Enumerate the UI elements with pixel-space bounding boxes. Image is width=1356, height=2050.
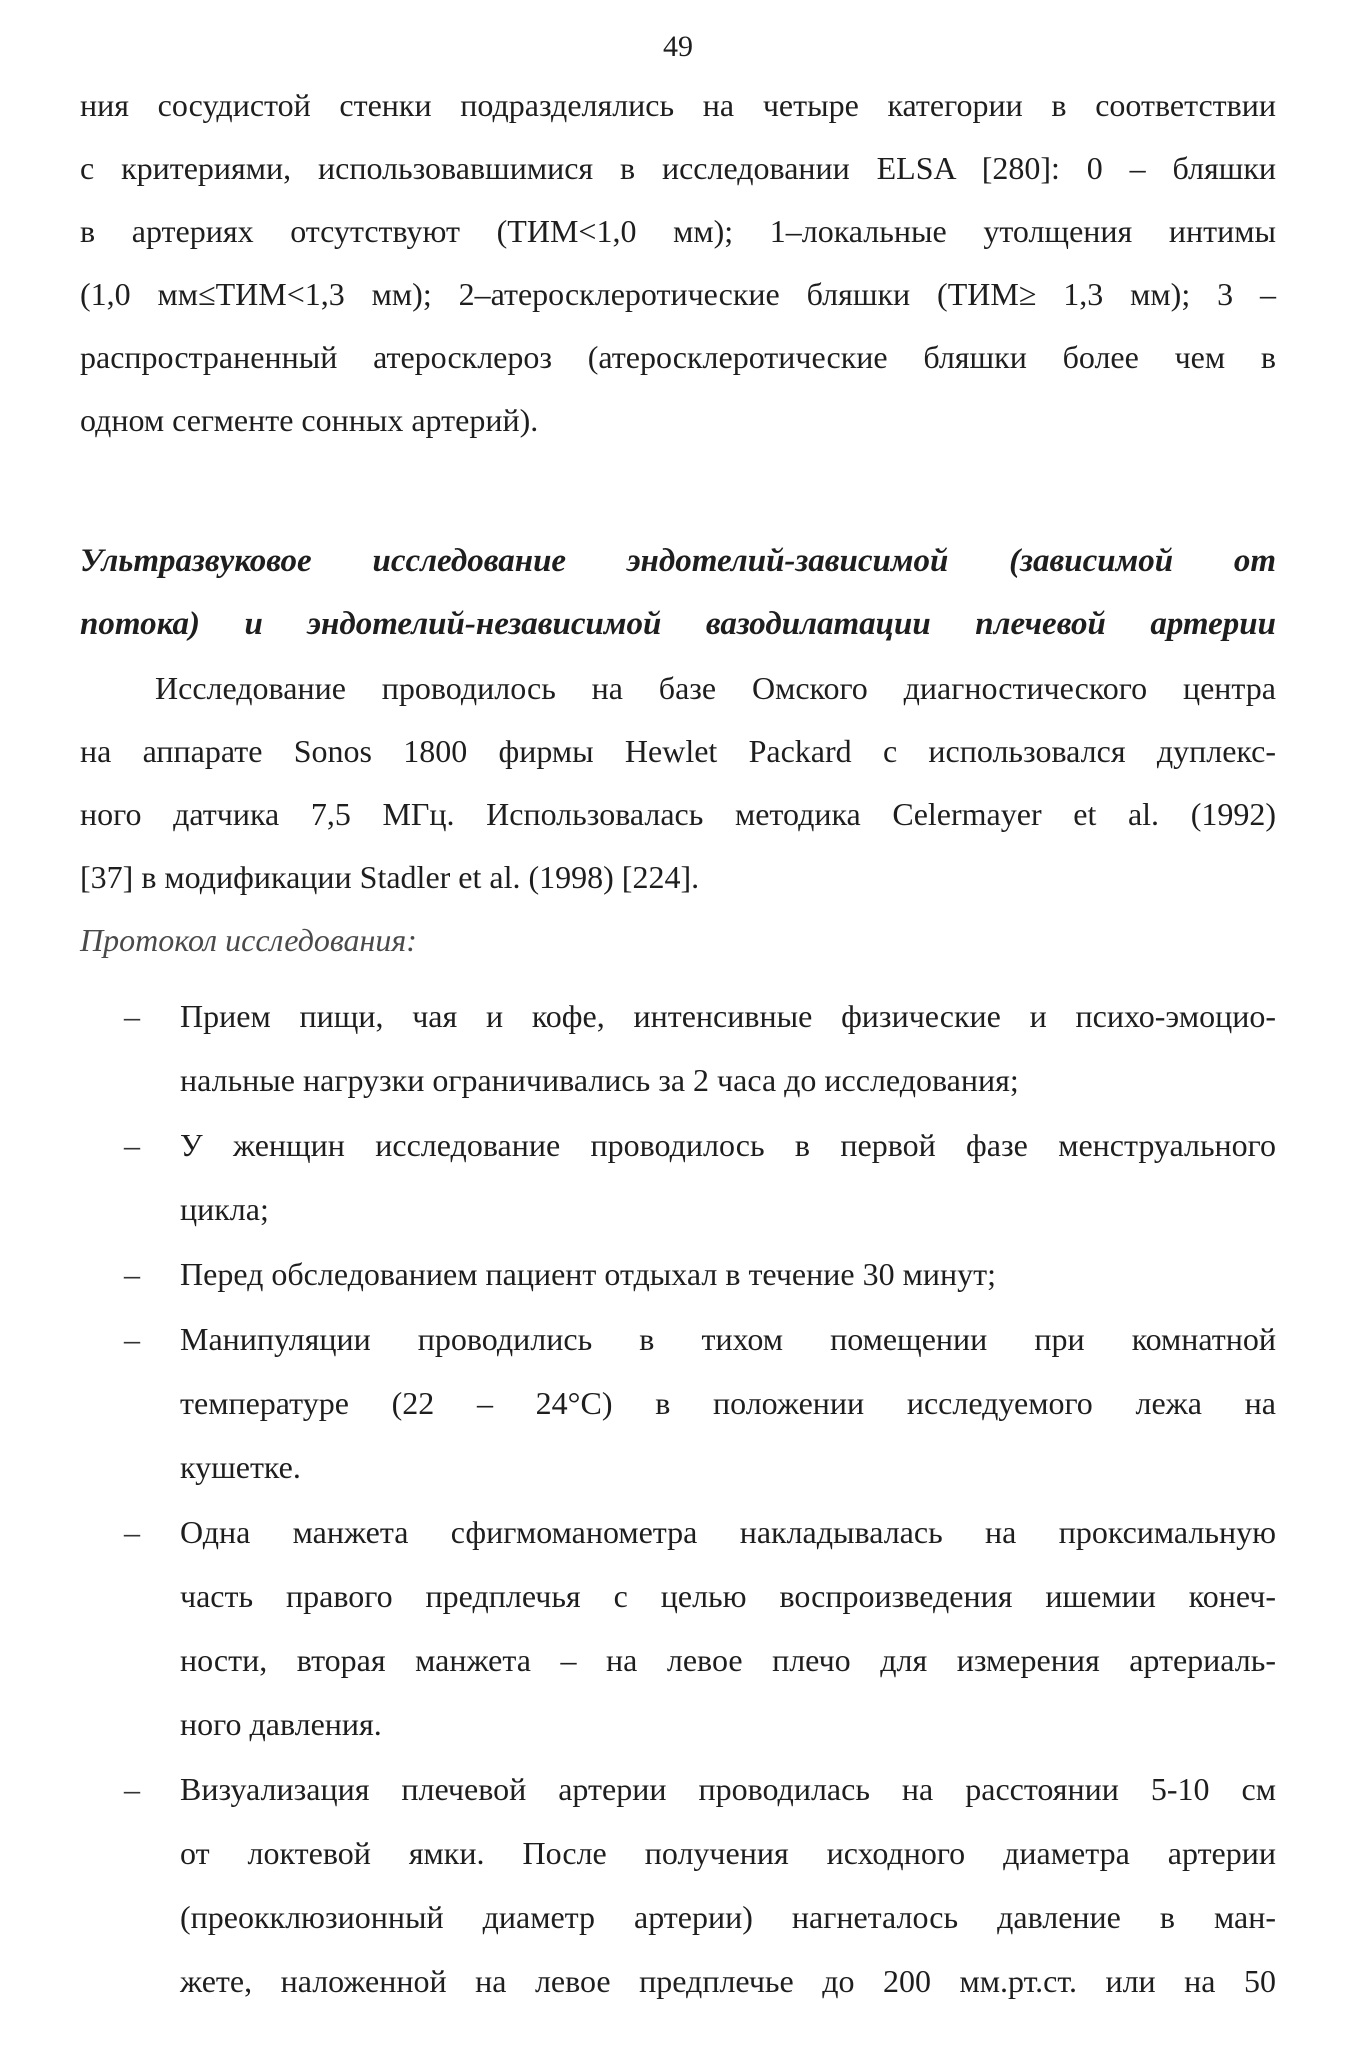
intro-paragraph (80, 74, 1276, 452)
list-item-text (180, 1758, 1276, 2014)
list-item-text (180, 1308, 1276, 1500)
list-item-text (180, 1501, 1276, 1757)
method-line: [37] в модификации Stadler et al. (1998) [224]. (80, 859, 700, 895)
list-item-text (180, 1243, 1276, 1307)
list-item-line: Манипуляции проводились в тихом помещении при комнатной (180, 1321, 1276, 1357)
method-line: Исследование проводилось на базе Омского диагностического центра (155, 670, 1276, 706)
list-item-text (180, 1114, 1276, 1242)
dash-bullet: – (124, 1256, 140, 1292)
list-item-line: температуре (22 – 24°С) в положении исследуемого лежа на (180, 1385, 1276, 1421)
method-paragraph (80, 657, 1276, 909)
list-item (80, 1114, 1276, 1242)
intro-line: ния сосудистой стенки подразделялись на четыре категории в соответствии (80, 87, 1276, 123)
list-item (80, 1758, 1276, 2014)
dash-bullet: – (124, 1771, 140, 1807)
list-item-line: Перед обследованием пациент отдыхал в течение 30 минут; (180, 1256, 996, 1292)
list-item-line: Визуализация плечевой артерии проводилась на расстоянии 5-10 см (180, 1771, 1276, 1807)
list-item-line: нальные нагрузки ограничивались за 2 часа до исследования; (180, 1062, 1019, 1098)
list-item (80, 1308, 1276, 1500)
section-heading (80, 530, 1276, 656)
list-item (80, 1501, 1276, 1757)
dash-bullet: – (124, 1127, 140, 1163)
protocol-title: Протокол исследования: (80, 922, 417, 958)
list-item-text (180, 985, 1276, 1113)
method-line: ного датчика 7,5 МГц. Использовалась методика Celermayer et al. (1992) (80, 796, 1276, 832)
dash-bullet: – (124, 1514, 140, 1550)
intro-line: (1,0 мм≤ТИМ<1,3 мм); 2–атеросклеротические бляшки (ТИМ≥ 1,3 мм); 3 – (80, 276, 1276, 312)
intro-line: распространенный атеросклероз (атеросклеротические бляшки более чем в (80, 339, 1276, 375)
intro-line: с критериями, использовавшимися в исследовании ELSA [280]: 0 – бляшки (80, 150, 1276, 186)
list-item-line: от локтевой ямки. После получения исходного диаметра артерии (180, 1835, 1276, 1871)
dash-bullet: – (124, 998, 140, 1034)
list-item-line: Прием пищи, чая и кофе, интенсивные физические и психо-эмоцио- (180, 998, 1276, 1034)
intro-line: в артериях отсутствуют (ТИМ<1,0 мм); 1–локальные утолщения интимы (80, 213, 1276, 249)
protocol-list (80, 985, 1276, 2015)
list-item-line: Одна манжета сфигмоманометра накладывалась на проксимальную (180, 1514, 1276, 1550)
section-heading-line: Ультразвуковое исследование эндотелий-зависимой (зависимой от (80, 543, 1276, 579)
page-number: 49 (663, 30, 693, 63)
list-item-line: цикла; (180, 1191, 269, 1227)
list-item-line: ного давления. (180, 1706, 382, 1742)
intro-line: одном сегменте сонных артерий). (80, 402, 539, 438)
list-item (80, 985, 1276, 1113)
section-heading-line: потока) и эндотелий-независимой вазодилатации плечевой артерии (80, 606, 1276, 642)
list-item (80, 1243, 1276, 1307)
list-item-line: часть правого предплечья с целью воспроизведения ишемии конеч- (180, 1578, 1276, 1614)
list-item-line: ности, вторая манжета – на левое плечо для измерения артериаль- (180, 1642, 1276, 1678)
dash-bullet: – (124, 1321, 140, 1357)
list-item-line: У женщин исследование проводилось в первой фазе менструального (180, 1127, 1276, 1163)
list-item-line: жете, наложенной на левое предплечье до 200 мм.рт.ст. или на 50 (180, 1963, 1276, 1999)
list-item-line: (преокклюзионный диаметр артерии) нагнеталось давление в ман- (180, 1899, 1276, 1935)
method-line: на аппарате Sonos 1800 фирмы Hewlet Packard с использовался дуплекс- (80, 733, 1276, 769)
list-item-line: кушетке. (180, 1449, 301, 1485)
